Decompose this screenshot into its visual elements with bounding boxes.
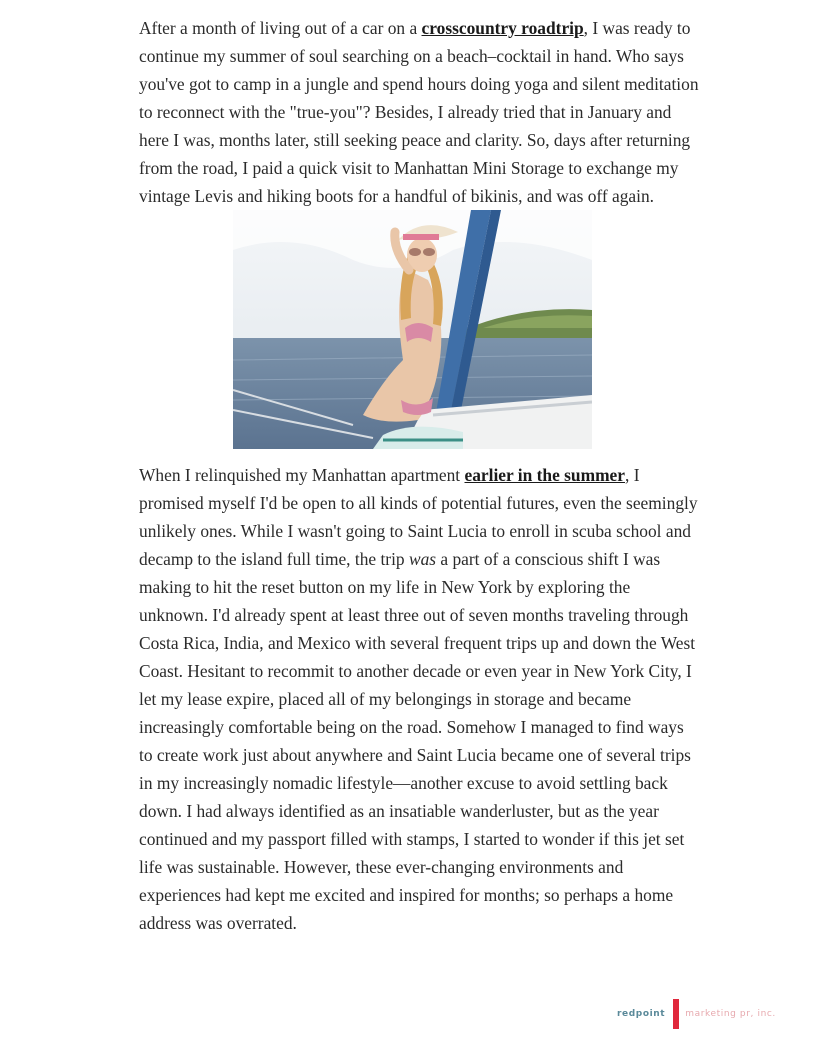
earlier-in-the-summer-link[interactable]: earlier in the summer: [464, 465, 625, 485]
paragraph-1-body: , I was ready to continue my summer of soul searching on a beach–cocktail in hand. Who says you've got to camp in a jungle and spend hours doing yoga and silent meditation to reconnect with the "true-you"? Besides, I already tried that in January and here I was, months later, still seeking peace and clarity. So, days after returning from the road, I paid a quick visit to Manhattan Mini Storage to exchange my vintage Levis and hiking boots for a handful of bikinis, and was off again.: [139, 18, 699, 206]
article-body: [139, 14, 699, 937]
brand-name: redpoint: [617, 1009, 666, 1019]
paragraph-2-emphasis: was: [408, 549, 437, 569]
article-paragraph-1: [139, 14, 699, 210]
crosscountry-roadtrip-link[interactable]: crosscountry roadtrip: [421, 18, 584, 38]
paragraph-2-body-end: a part of a conscious shift I was making to hit the reset button on my life in New York by exploring the unknown. I'd already spent at least three out of seven months traveling through Costa Rica, India, and Mexico with several frequent trips up and down the West Coast. Hesitant to recommit to another decade or even year in New York City, I let my lease expire, placed all of my belongings in storage and became increasingly comfortable being on the road. Somehow I managed to find ways to create work just about anywhere and Saint Lucia became one of several trips in my increasingly nomadic lifestyle—another excuse to avoid settling back down. I had always identified as an insatiable wanderluster, but as the year continued and my passport filled with stamps, I started to wonder if this jet set life was sustainable. However, these ever-changing environments and experiences had kept me excited and inspired for months; so perhaps a home address was overrated.: [139, 549, 696, 933]
paragraph-2-lead: When I relinquished my Manhattan apartment: [139, 465, 465, 485]
article-photo-sailboat: [233, 210, 592, 449]
brand-divider-bar: [673, 999, 679, 1029]
sailboat-photo-illustration: [233, 210, 592, 449]
brand-tagline: marketing pr, inc.: [685, 1009, 776, 1019]
paragraph-2-body-start: , I promised myself I'd be open to all kinds of potential futures, even the seemingly unlikely ones. While I wasn't going to Saint Lucia to enroll in scuba school and decamp to the island full time, the trip: [139, 465, 698, 569]
footer-brand-logo: [617, 998, 776, 1030]
article-paragraph-2: [139, 461, 699, 937]
paragraph-1-lead: After a month of living out of a car on a: [139, 18, 422, 38]
